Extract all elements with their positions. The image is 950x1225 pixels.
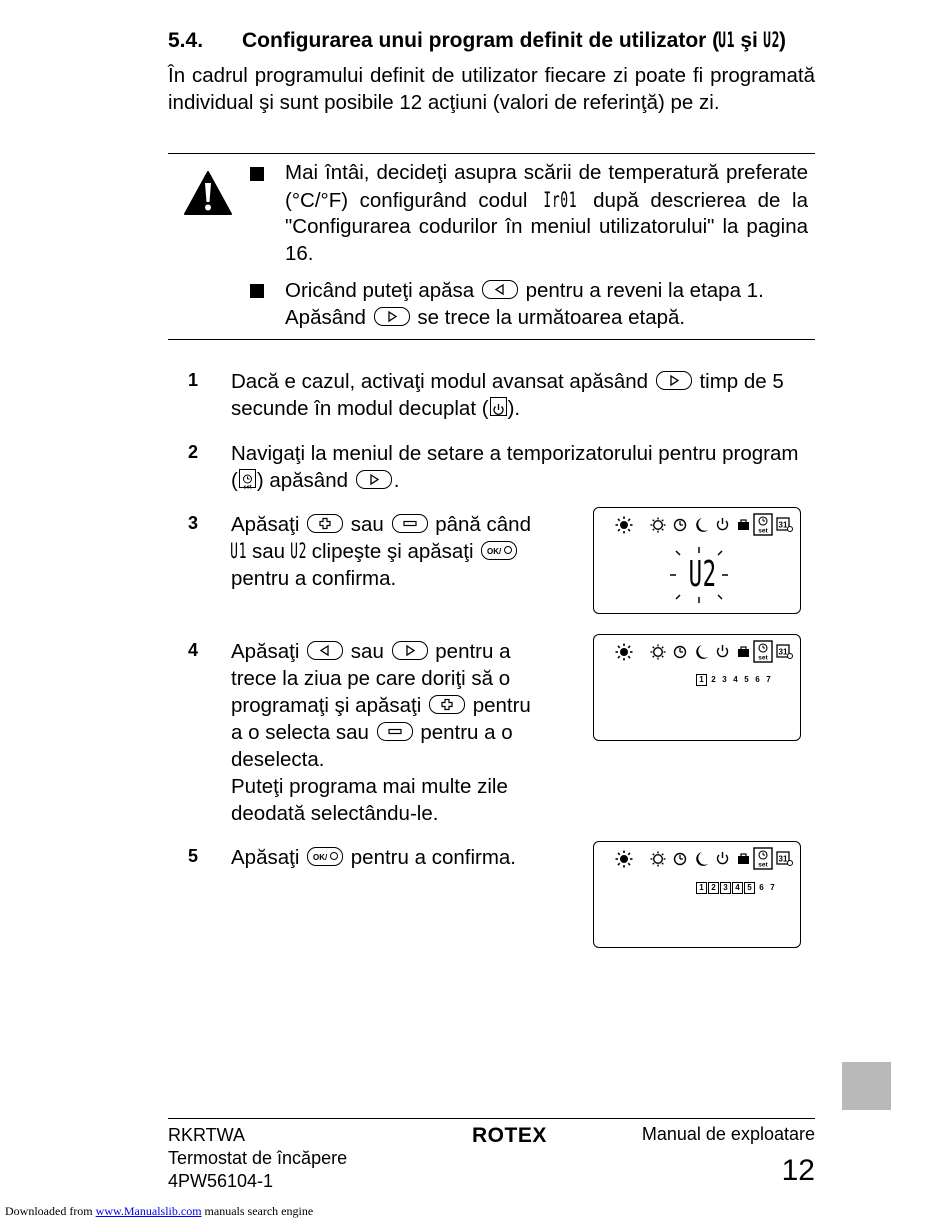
day-3: 3 (720, 882, 731, 894)
sun-icon (616, 517, 633, 534)
bullet-square (250, 167, 264, 181)
right-button-icon (392, 641, 428, 660)
day-row (696, 877, 778, 895)
step1-text-a: Dacă e cazul, activaţi modul avansat apăsând (231, 370, 654, 393)
timer-set-icon (239, 469, 256, 488)
ok-button-icon (481, 541, 517, 560)
download-note (5, 1204, 313, 1219)
clock-icon (675, 520, 686, 531)
section-heading (168, 28, 786, 53)
step4-line: deselecta. (231, 748, 325, 771)
step3-text-b: sau (345, 513, 390, 536)
calendar-icon (777, 645, 793, 659)
step1-text-c: ). (507, 397, 521, 420)
power-icon (718, 852, 728, 864)
power-icon (718, 518, 728, 530)
comfort-sun-icon (651, 645, 666, 660)
code-u2: U2 (289, 539, 307, 563)
svg-text:31: 31 (778, 854, 788, 864)
bullet-square (250, 284, 264, 298)
code-ir01: Ir01 (543, 187, 578, 212)
step5-text-b: pentru a confirma. (345, 846, 516, 869)
step4-line: Puteţi programa mai multe zile (231, 775, 508, 798)
step-number: 1 (188, 370, 199, 390)
step3-text-c: până când (429, 513, 531, 536)
warning-bullet-1 (285, 160, 808, 267)
lcd-display-step5 (593, 841, 801, 948)
holiday-case-icon (738, 854, 749, 864)
step-number: 2 (188, 442, 199, 462)
step4-line: a o selecta sau (231, 721, 369, 744)
section-number: 5.4. (168, 29, 204, 52)
step4-line: deodată selectându-le. (231, 802, 439, 825)
bullet1-text-a: Mai întâi, decideţi asupra scării de temperatură preferate (°C/°F) configurând codul (285, 161, 808, 212)
download-suffix: manuals search engine (201, 1204, 314, 1218)
svg-text:set: set (758, 527, 768, 535)
timer-set-icon (754, 514, 772, 535)
step2-text-c: . (393, 469, 400, 492)
footer-manual: Manual de exploatare (641, 1124, 815, 1144)
step4-line: trece la ziua pe care doriţi să o (231, 667, 511, 690)
footer-product: Termostat de încăpere (168, 1148, 348, 1168)
step-3-text (231, 511, 576, 592)
power-icon (490, 397, 507, 416)
right-button-icon (374, 307, 410, 326)
plus-button-icon (429, 695, 465, 714)
section-title: Configurarea unui program definit de utilizator ( (242, 29, 720, 52)
timer-set-icon (754, 641, 772, 662)
step3-text-f: pentru a confirma. (231, 567, 397, 590)
footer-doc-code: 4PW56104-1 (168, 1171, 274, 1191)
right-button-icon (656, 371, 692, 390)
svg-text:31: 31 (778, 520, 788, 530)
step4-line: Apăsaţi (231, 640, 300, 663)
day-row (696, 669, 774, 687)
ok-label: OK/ (313, 853, 328, 862)
minus-button-icon (377, 722, 413, 741)
intro-paragraph: În cadrul programului definit de utilizator fiecare zi poate fi programată individual şi sunt posibile 12 acţiuni (valori de referinţă) pe zi. (168, 64, 815, 114)
step4-line: programaţi şi apăsaţi (231, 694, 422, 717)
comfort-sun-icon (651, 518, 666, 533)
right-button-icon (356, 470, 392, 489)
bullet1-text-b: după descrierea de la "Configurarea codurilor în meniul utilizatorului" la pagina 16. (285, 188, 808, 265)
section-close: ) (778, 29, 786, 52)
ok-button-icon (307, 847, 343, 866)
holiday-case-icon (738, 647, 749, 657)
code-u1: U1 (230, 539, 248, 563)
step-5-text (231, 844, 576, 871)
left-button-icon (482, 280, 518, 299)
bullet2-text-b: pentru a reveni la etapa 1. Apăsând (285, 279, 764, 329)
code-u2: U2 (762, 28, 780, 52)
step2-text-b: ) apăsând (256, 469, 354, 492)
sun-icon (616, 851, 633, 868)
moon-icon (696, 645, 708, 659)
day-3: 3 (722, 675, 727, 684)
page-number: 12 (781, 1154, 815, 1187)
day-5: 5 (744, 882, 755, 894)
step5-text-a: Apăsaţi (231, 846, 306, 869)
step4-line: pentru a (435, 640, 511, 663)
step-number: 3 (188, 513, 199, 533)
step-number: 5 (188, 846, 199, 866)
ok-label: OK/ (487, 547, 502, 556)
warning-bullet-2 (285, 278, 815, 331)
download-link[interactable]: www.Manualslib.com (95, 1204, 202, 1218)
sun-icon (616, 644, 633, 661)
day-7: 7 (770, 883, 775, 892)
download-prefix: Downloaded from (5, 1204, 96, 1218)
bullet2-text-a: Oricând puteţi apăsa (285, 279, 480, 302)
step4-line: sau (350, 640, 384, 663)
left-button-icon (307, 641, 343, 660)
svg-text:set: set (758, 861, 768, 869)
day-7: 7 (766, 675, 771, 684)
step-number: 4 (188, 640, 199, 660)
minus-button-icon (392, 514, 428, 533)
holiday-case-icon (738, 520, 749, 530)
warning-bottom-rule (168, 339, 815, 340)
code-u1: U1 (718, 28, 736, 52)
footer-left (168, 1124, 347, 1193)
svg-text:set: set (243, 484, 252, 490)
calendar-icon (777, 852, 793, 866)
day-6: 6 (759, 883, 764, 892)
warning-triangle-icon (183, 170, 233, 216)
clock-icon (675, 854, 686, 865)
day-2: 2 (711, 675, 716, 684)
svg-text:31: 31 (778, 647, 788, 657)
footer-rule (168, 1118, 815, 1119)
step4-line: pentru (472, 694, 531, 717)
day-1: 1 (696, 674, 707, 686)
step3-text-e: clipeşte şi apăsaţi (306, 540, 480, 563)
power-icon (718, 645, 728, 657)
moon-icon (696, 518, 708, 532)
step2-text-a: Navigaţi la meniul de setare a temporizatorului pentru program ( (231, 442, 799, 492)
lcd-display-step3 (593, 507, 801, 614)
rotex-logo: ROTEX (472, 1124, 547, 1147)
step-2-text (231, 440, 801, 494)
chapter-tab (842, 1062, 891, 1110)
lcd-code-u2: U2 (688, 554, 717, 595)
moon-icon (696, 852, 708, 866)
clock-icon (675, 647, 686, 658)
step3-text-a: Apăsaţi (231, 513, 306, 536)
day-6: 6 (755, 675, 760, 684)
comfort-sun-icon (651, 852, 666, 867)
plus-button-icon (307, 514, 343, 533)
timer-set-icon (754, 848, 772, 869)
svg-text:set: set (758, 654, 768, 662)
day-1: 1 (696, 882, 707, 894)
day-4: 4 (733, 675, 738, 684)
day-5: 5 (744, 675, 749, 684)
section-conj: şi (734, 29, 764, 52)
step1-text-b: timp de 5 secunde în modul decuplat ( (231, 370, 784, 420)
step4-line: pentru a o (420, 721, 513, 744)
bullet2-text-c: se trece la următoarea etapă. (411, 305, 686, 329)
day-4: 4 (732, 882, 743, 894)
step-1-text (231, 368, 811, 422)
step-4-text (231, 638, 576, 827)
day-2: 2 (708, 882, 719, 894)
footer-model: RKRTWA (168, 1125, 246, 1145)
lcd-display-step4 (593, 634, 801, 741)
calendar-icon (777, 518, 793, 532)
warning-top-rule (168, 153, 815, 154)
step3-text-d: sau (246, 540, 291, 563)
